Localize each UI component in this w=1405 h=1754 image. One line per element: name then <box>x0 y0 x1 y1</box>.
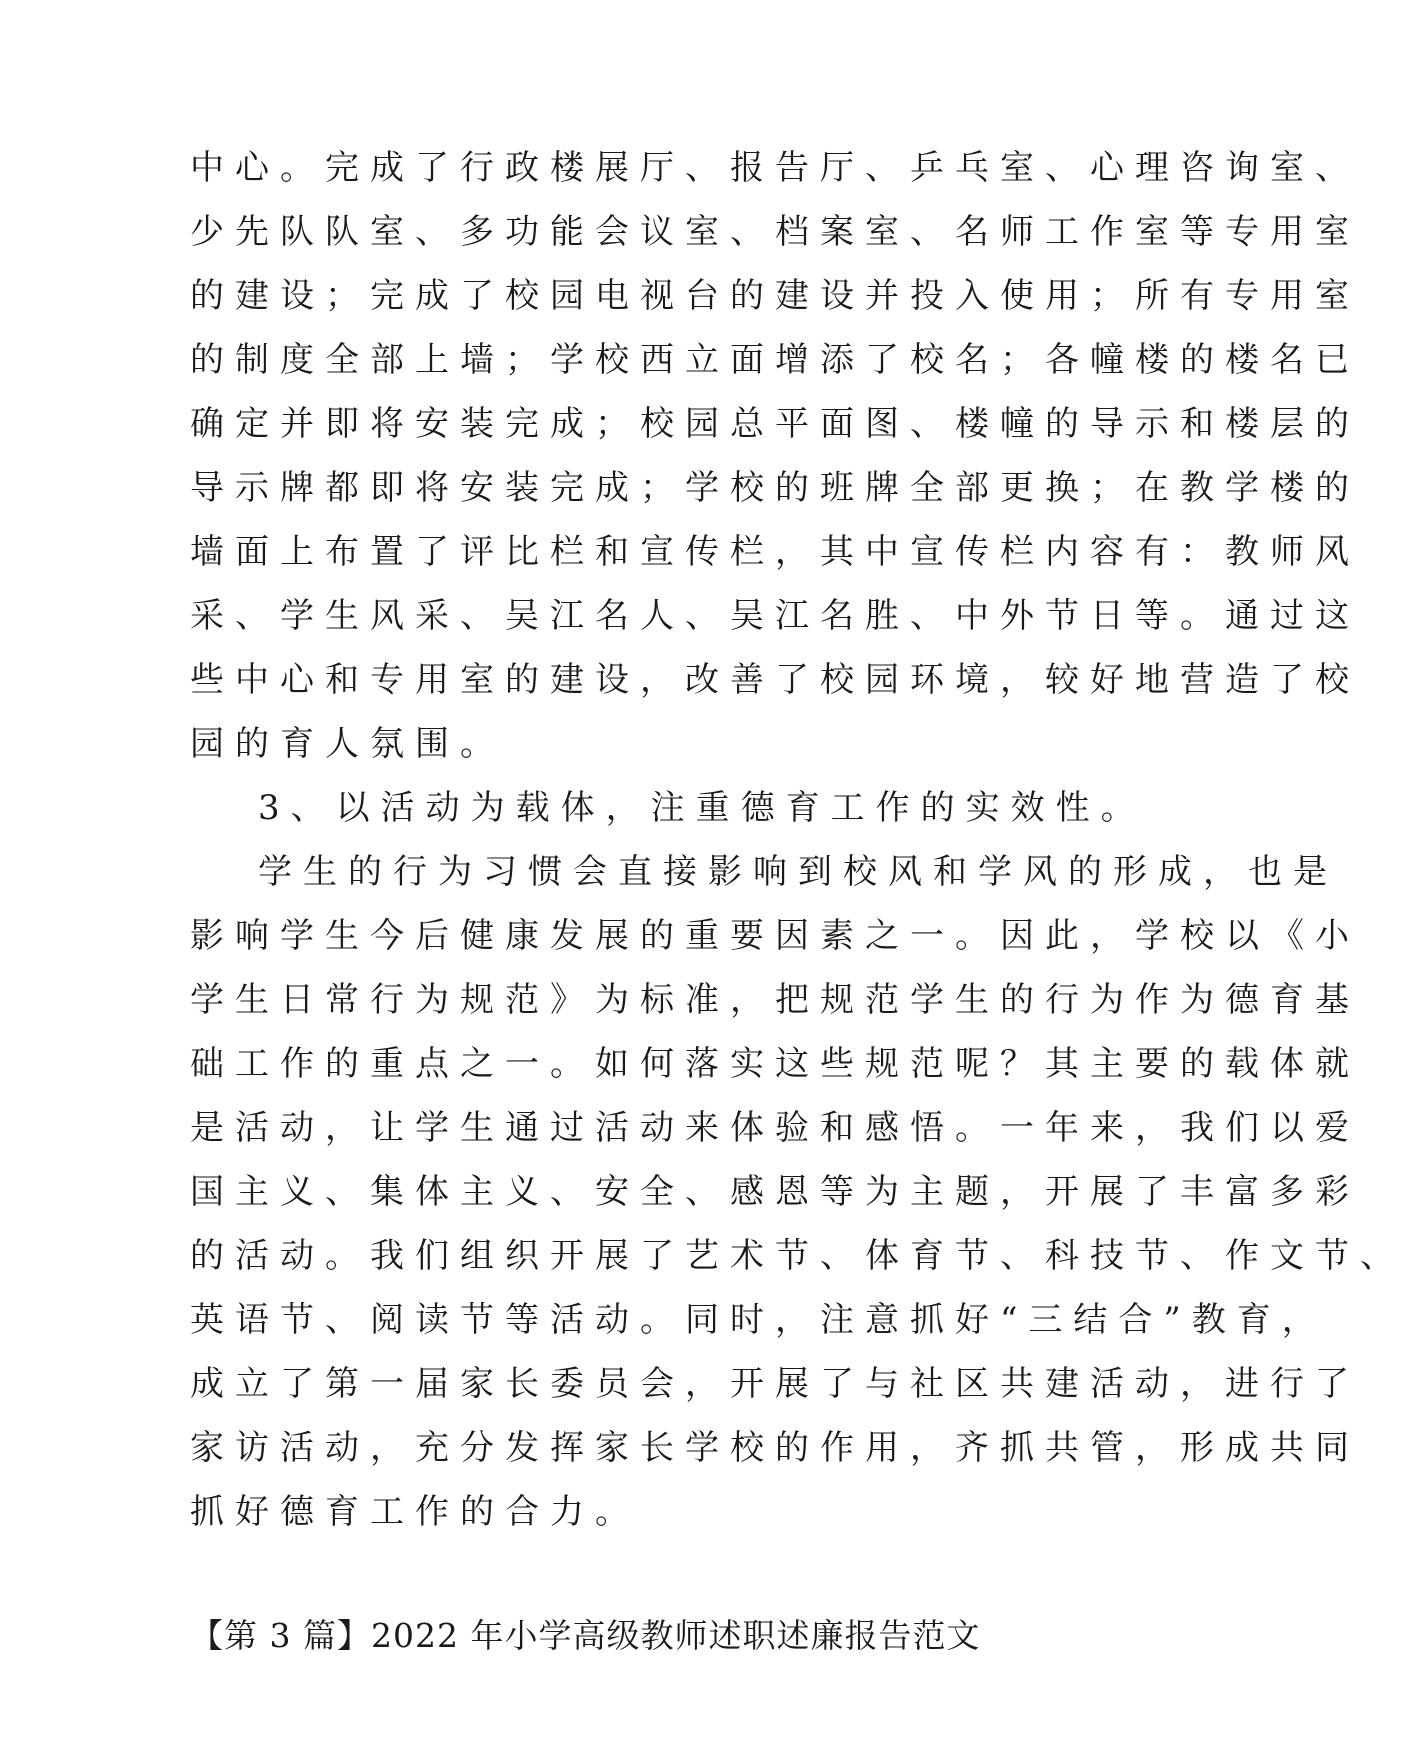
text-line: 是活动，让学生通过活动来体验和感悟。一年来，我们以爱 <box>190 1108 1360 1148</box>
text-line: 中心。完成了行政楼展厅、报告厅、乒乓室、心理咨询室、 <box>190 148 1360 188</box>
text-line: 国主义、集体主义、安全、感恩等为主题，开展了丰富多彩 <box>190 1172 1360 1212</box>
section-title: 3、以活动为载体，注重德育工作的实效性。 <box>258 788 1146 828</box>
text-line: 础工作的重点之一。如何落实这些规范呢？其主要的载体就 <box>190 1044 1360 1084</box>
text-line: 墙面上布置了评比栏和宣传栏，其中宣传栏内容有：教师风 <box>190 532 1360 572</box>
text-line: 学生的行为习惯会直接影响到校风和学风的形成，也是 <box>258 852 1338 892</box>
text-line: 抓好德育工作的合力。 <box>190 1492 640 1532</box>
text-line: 英语节、阅读节等活动。同时，注意抓好“三结合”教育， <box>190 1300 1327 1340</box>
text-line: 确定并即将安装完成；校园总平面图、楼幢的导示和楼层的 <box>190 404 1360 444</box>
text-line: 学生日常行为规范》为标准，把规范学生的行为作为德育基 <box>190 980 1360 1020</box>
text-line: 的建设；完成了校园电视台的建设并投入使用；所有专用室 <box>190 276 1360 316</box>
text-line: 的活动。我们组织开展了艺术节、体育节、科技节、作文节、 <box>190 1236 1405 1276</box>
text-line: 采、学生风采、吴江名人、吴江名胜、中外节日等。通过这 <box>190 596 1360 636</box>
text-line: 些中心和专用室的建设，改善了校园环境，较好地营造了校 <box>190 660 1360 700</box>
text-line: 成立了第一届家长委员会，开展了与社区共建活动，进行了 <box>190 1364 1360 1404</box>
text-line: 的制度全部上墙；学校西立面增添了校名；各幢楼的楼名已 <box>190 340 1360 380</box>
next-article-heading: 【第 3 篇】2022 年小学高级教师述职述廉报告范文 <box>190 1616 981 1655</box>
text-line: 园的育人氛围。 <box>190 724 505 764</box>
text-line: 家访活动，充分发挥家长学校的作用，齐抓共管，形成共同 <box>190 1428 1360 1468</box>
text-line: 少先队队室、多功能会议室、档案室、名师工作室等专用室 <box>190 212 1360 252</box>
text-line: 导示牌都即将安装完成；学校的班牌全部更换；在教学楼的 <box>190 468 1360 508</box>
text-line: 影响学生今后健康发展的重要因素之一。因此，学校以《小 <box>190 916 1360 956</box>
